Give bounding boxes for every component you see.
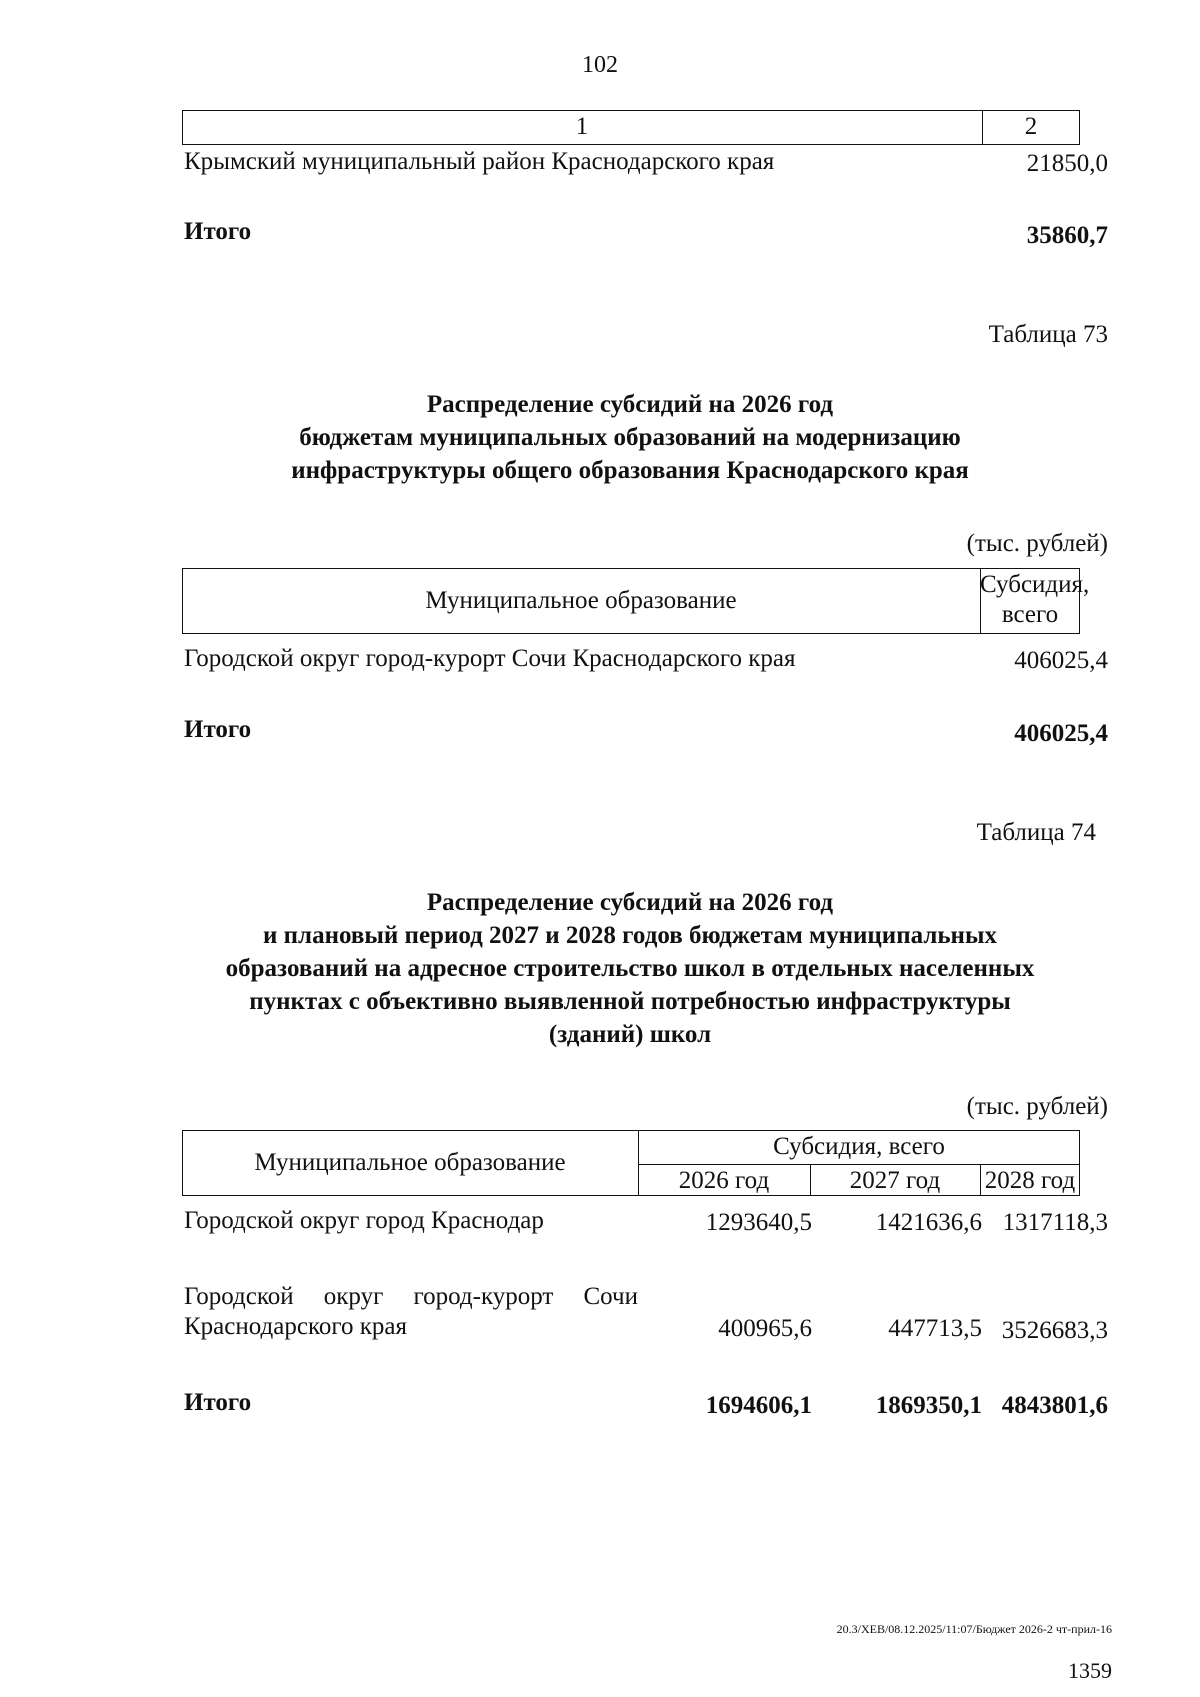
table74-row-name-line: Краснодарского края: [184, 1313, 407, 1340]
table74-total-2028: 4843801,6: [1001, 1392, 1108, 1419]
table73-label: Таблица 73: [988, 321, 1108, 348]
table74-title-line: пунктах с объективно выявленной потребностью инфраструктуры: [249, 988, 1011, 1015]
table74-label: Таблица 74: [976, 819, 1096, 846]
column-number-1: 1: [575, 113, 589, 140]
table73-title-line: инфраструктуры общего образования Краснодарского края: [291, 457, 969, 484]
table74-header-year: 2027 год: [849, 1167, 941, 1194]
continued-total-value: 35860,7: [1026, 222, 1108, 249]
table73-row-value: 406025,4: [1014, 647, 1108, 674]
table74-header-municipality: Муниципальное образование: [254, 1149, 566, 1176]
table74-row-name: Городской округ город Краснодар: [184, 1207, 544, 1234]
table73-units: (тыс. рублей): [966, 530, 1108, 557]
table74-row-value-2026: 1293640,5: [705, 1209, 812, 1236]
table73-header-municipality: Муниципальное образование: [425, 587, 737, 614]
table73-title-line: бюджетам муниципальных образований на модернизацию: [299, 424, 961, 451]
column-number-2: 2: [1024, 113, 1038, 140]
table74-title-line: и плановый период 2027 и 2028 годов бюджетам муниципальных: [263, 922, 997, 949]
continued-row-value: 21850,0: [1026, 150, 1108, 177]
table74-row-name: [184, 1282, 638, 1342]
table73-row-name: Городской округ город-курорт Сочи Краснодарского края: [184, 645, 796, 672]
header-divider: [638, 1164, 1080, 1165]
table74-title-line: (зданий) школ: [548, 1021, 712, 1048]
table74-row-name-line: Городской округ город-курорт Сочи: [184, 1283, 638, 1310]
table73-total-value: 406025,4: [1014, 720, 1108, 747]
footer-document-code: 20.3/ХЕВ/08.12.2025/11:07/Бюджет 2026-2 чт-прил-16: [836, 1622, 1112, 1636]
page-number: 102: [582, 52, 618, 78]
table73-title: [180, 388, 1080, 487]
continued-total-label: Итого: [184, 218, 252, 245]
table74-total-2026: 1694606,1: [705, 1392, 812, 1419]
continued-row-name: Крымский муниципальный район Краснодарского края: [184, 148, 775, 175]
table73-header-subsidy-line: всего: [1001, 601, 1059, 628]
table73-total-label: Итого: [184, 716, 252, 743]
table73-header-subsidy: [980, 570, 1090, 630]
table74-units: (тыс. рублей): [966, 1093, 1108, 1120]
table74-row-value-2026: 400965,6: [718, 1315, 812, 1342]
table74-row-value-2028: 3526683,3: [1001, 1317, 1108, 1344]
table74-row-value-2027: 1421636,6: [875, 1209, 982, 1236]
table74-total-2027: 1869350,1: [875, 1392, 982, 1419]
table74-title: [180, 886, 1080, 1051]
table74-title-line: образований на адресное строительство школ в отдельных населенных: [225, 955, 1035, 982]
table73-header-subsidy-line: Субсидия,: [980, 571, 1090, 598]
table73-title-line: Распределение субсидий на 2026 год: [426, 391, 834, 418]
table74-total-label: Итого: [184, 1389, 252, 1416]
table74-header-year: 2026 год: [678, 1167, 770, 1194]
sheet-number: 1359: [1068, 1658, 1112, 1683]
table74-row-value-2028: 1317118,3: [1002, 1209, 1108, 1236]
table74-header-year: 2028 год: [984, 1167, 1076, 1194]
table74-header-subsidy: Субсидия, всего: [773, 1133, 945, 1160]
table74-title-line: Распределение субсидий на 2026 год: [426, 889, 834, 916]
table74-row-value-2027: 447713,5: [888, 1315, 982, 1342]
